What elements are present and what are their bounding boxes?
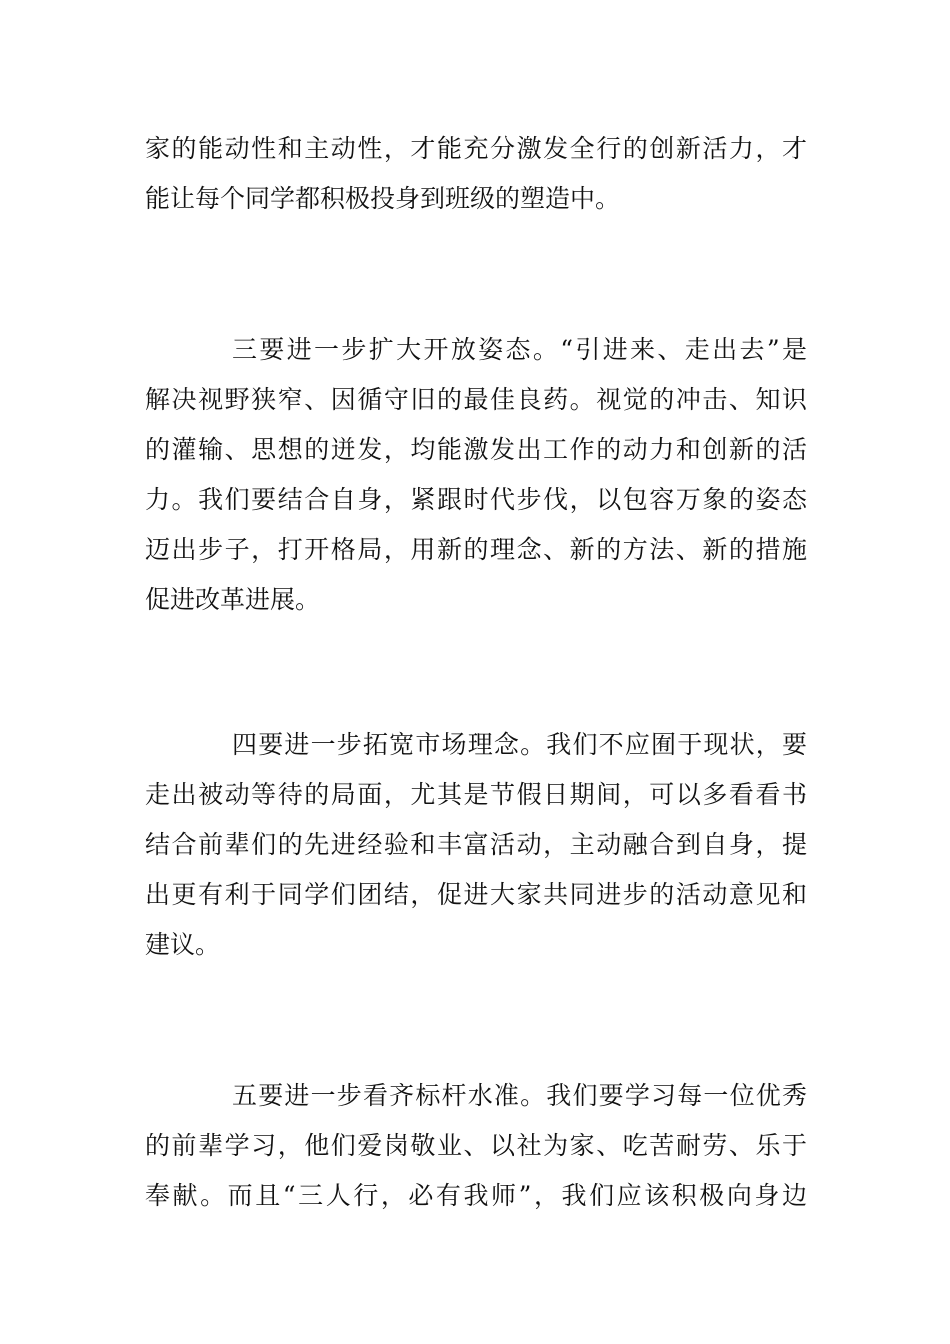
text-line: 奉献。而且“三人行，必有我师”，我们应该积极向身边 [145,1181,807,1210]
text-line: 三要进一步扩大开放姿态。“引进来、走出去”是 [232,335,807,364]
text-line: 的前辈学习，他们爱岗敬业、以社为家、吃苦耐劳、乐于 [145,1131,807,1160]
text-line: 家的能动性和主动性，才能充分激发全行的创新活力，才 [145,134,807,163]
text-line: 能让每个同学都积极投身到班级的塑造中。 [145,184,621,213]
text-line: 建议。 [145,930,221,959]
text-line: 结合前辈们的先进经验和丰富活动，主动融合到自身，提 [145,830,807,859]
text-line: 促进改革进展。 [145,585,321,614]
text-line: 解决视野狭窄、因循守旧的最佳良药。视觉的冲击、知识 [145,385,807,414]
paragraph-point-three [145,325,807,625]
text-line: 走出被动等待的局面，尤其是节假日期间，可以多看看书 [145,780,807,809]
text-line: 五要进一步看齐标杆水准。我们要学习每一位优秀 [232,1081,807,1110]
paragraph-point-four [145,720,807,970]
text-line: 力。我们要结合自身，紧跟时代步伐，以包容万象的姿态 [145,485,807,514]
paragraph-point-five [145,1071,807,1221]
paragraph-continuation [145,124,807,224]
text-line: 迈出步子，打开格局，用新的理念、新的方法、新的措施 [145,535,807,564]
text-line: 的灌输、思想的迸发，均能激发出工作的动力和创新的活 [145,435,807,464]
text-line: 四要进一步拓宽市场理念。我们不应囿于现状，要 [232,730,807,759]
text-line: 出更有利于同学们团结，促进大家共同进步的活动意见和 [145,880,807,909]
